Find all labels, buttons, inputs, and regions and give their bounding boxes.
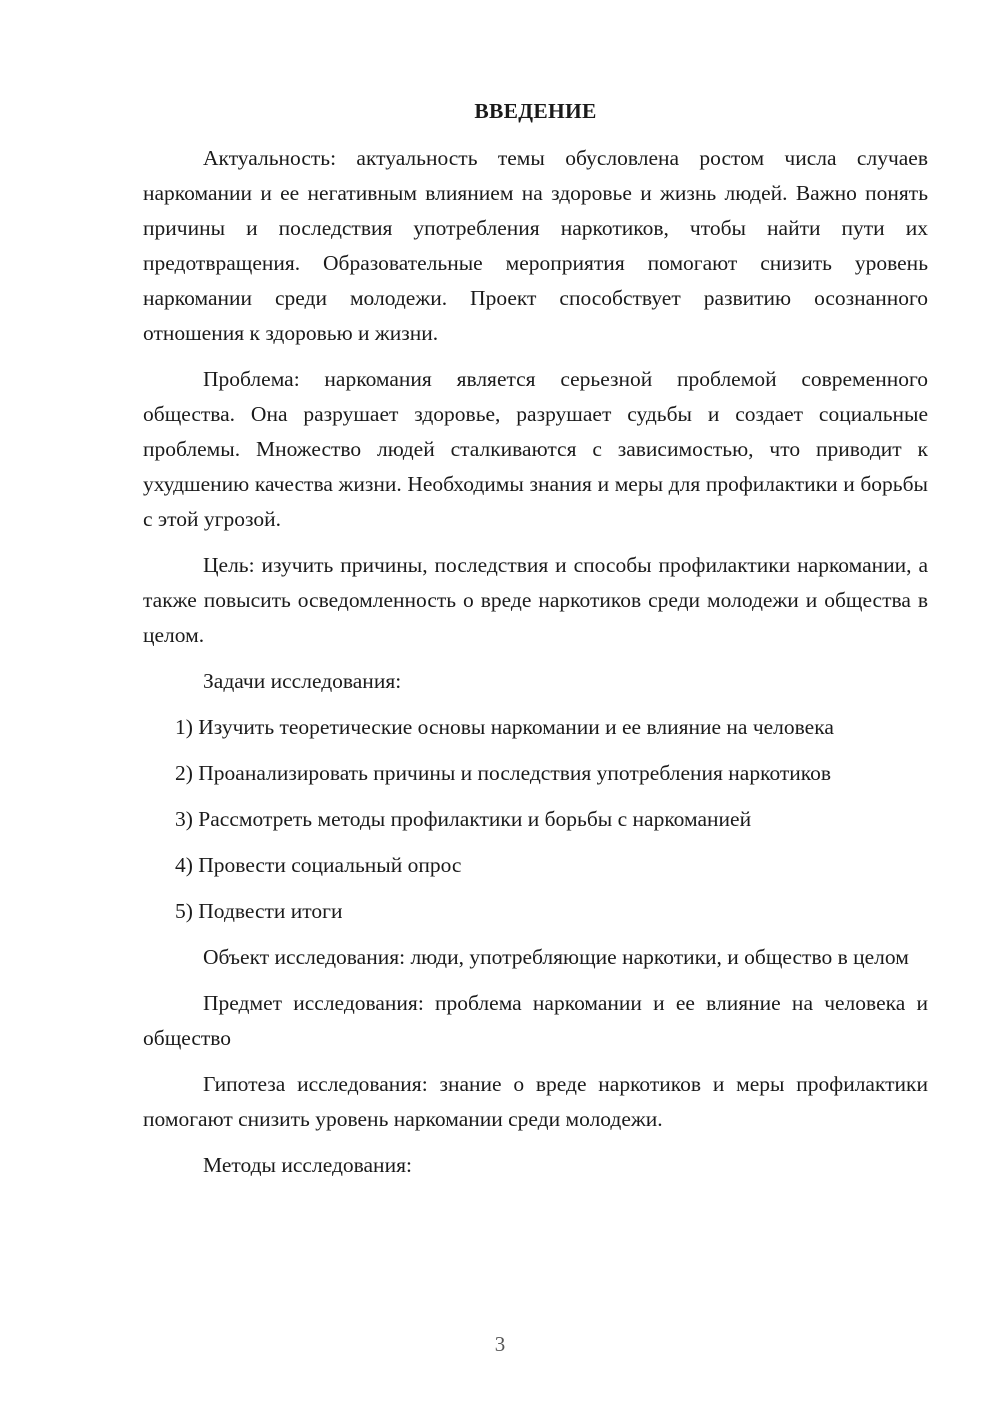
list-item-task-1: 1) Изучить теоретические основы наркомании и ее влияние на человека bbox=[175, 715, 834, 739]
list-item-task-4: 4) Провести социальный опрос bbox=[175, 853, 462, 877]
paragraph-object: Объект исследования: люди, употребляющие наркотики, и общество в целом bbox=[203, 945, 909, 969]
list-item-task-5: 5) Подвести итоги bbox=[175, 899, 343, 923]
page-title: ВВЕДЕНИЕ bbox=[474, 99, 597, 123]
paragraph-tasks-heading: Задачи исследования: bbox=[203, 669, 402, 693]
list-item-task-3: 3) Рассмотреть методы профилактики и борьбы с наркоманией bbox=[175, 807, 752, 831]
paragraph-subject: Предмет исследования: проблема наркомании и ее влияние на человека и общество bbox=[143, 991, 928, 1050]
paragraph-hypothesis: Гипотеза исследования: знание о вреде наркотиков и меры профилактики помогают снизить уровень наркомании среди молодежи. bbox=[143, 1072, 928, 1131]
paragraph-goal: Цель: изучить причины, последствия и способы профилактики наркомании, а также повысить осведомленность о вреде наркотиков среди молодежи и общества в целом. bbox=[143, 553, 928, 647]
page-number: 3 bbox=[494, 1332, 506, 1356]
list-item-task-2: 2) Проанализировать причины и последствия употребления наркотиков bbox=[175, 761, 832, 785]
paragraph-methods: Методы исследования: bbox=[203, 1153, 412, 1177]
paragraph-relevance: Актуальность: актуальность темы обусловлена ростом числа случаев наркомании и ее негативным влиянием на здоровье и жизнь людей. Важно понять причины и последствия употребления наркотиков, чтобы найти пути их предотвращения. Образовательные мероприятия помогают снизить уровень наркомании среди молодежи. Проект способствует развитию осознанного отношения к здоровью и жизни. bbox=[143, 146, 928, 345]
paragraph-problem: Проблема: наркомания является серьезной проблемой современного общества. Она разрушает здоровье, разрушает судьбы и создает социальные проблемы. Множество людей сталкиваются с зависимостью, что приводит к ухудшению качества жизни. Необходимы знания и меры для профилактики и борьбы с этой угрозой. bbox=[143, 367, 928, 531]
document-body bbox=[143, 94, 928, 1194]
